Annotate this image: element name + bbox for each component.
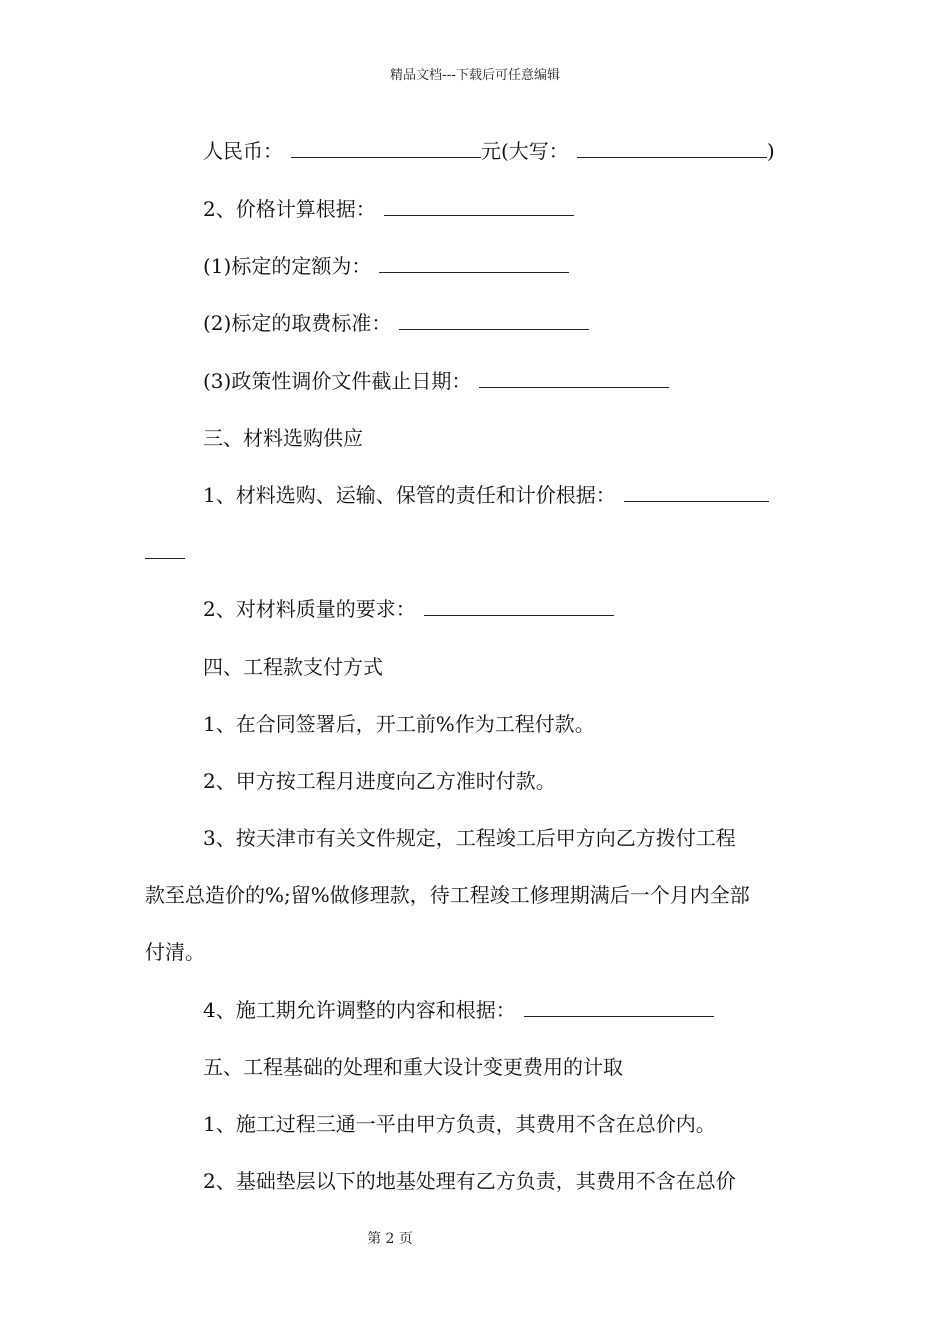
rmb-line (203, 137, 775, 165)
quota-label: (1)标定的定额为： (203, 254, 372, 278)
fee-standard-label: (2)标定的取费标准： (203, 311, 392, 335)
policy-date-blank (479, 367, 669, 388)
quota-blank (379, 252, 569, 273)
payment-item-4-line (203, 996, 714, 1024)
fee-standard-line (203, 309, 589, 337)
payment-item-3-line2: 款至总造价的%;留%做修理款，待工程竣工修理期满后一个月内全部 (145, 883, 750, 907)
payment-item-3-line3: 付清。 (145, 940, 205, 964)
foundation-item-2: 2、基础垫层以下的地基处理有乙方负责，其费用不含在总价 (203, 1169, 736, 1193)
rmb-prefix: 人民币： (203, 139, 283, 163)
material-resp-blank (624, 481, 769, 502)
page-number: 第 2 页 (367, 1231, 413, 1247)
section5-title: 五、工程基础的处理和重大设计变更费用的计取 (203, 1055, 623, 1079)
material-resp-line (203, 481, 769, 509)
material-quality-line (203, 595, 614, 623)
material-resp-continuation (145, 538, 185, 566)
payment-item-2: 2、甲方按工程月进度向乙方准时付款。 (203, 769, 556, 793)
material-resp-label: 1、材料选购、运输、保管的责任和计价根据： (203, 483, 616, 507)
rmb-mid: 元(大写： (481, 139, 569, 163)
material-quality-blank (424, 595, 614, 616)
foundation-item-1: 1、施工过程三通一平由甲方负责，其费用不含在总价内。 (203, 1112, 716, 1136)
policy-date-label: (3)政策性调价文件截止日期： (203, 369, 472, 393)
material-quality-label: 2、对材料质量的要求： (203, 597, 416, 621)
price-basis-line (203, 195, 574, 223)
payment-item-4-blank (524, 996, 714, 1017)
policy-date-line (203, 367, 669, 395)
section4-title: 四、工程款支付方式 (203, 655, 383, 679)
material-resp-blank-cont (145, 538, 185, 559)
page-header: 精品文档---下载后可任意编辑 (389, 68, 561, 83)
rmb-end: ) (766, 139, 775, 163)
section3-title: 三、材料选购供应 (203, 426, 363, 450)
payment-item-3-line1: 3、按天津市有关文件规定，工程竣工后甲方向乙方拨付工程 (203, 826, 736, 850)
price-basis-blank (384, 195, 574, 216)
price-basis-label: 2、价格计算根据： (203, 197, 376, 221)
quota-line (203, 252, 569, 280)
rmb-amount-blank (291, 137, 481, 158)
fee-standard-blank (399, 309, 589, 330)
rmb-words-blank (577, 137, 767, 158)
payment-item-1: 1、在合同签署后，开工前%作为工程付款。 (203, 712, 595, 736)
payment-item-4-label: 4、施工期允许调整的内容和根据： (203, 998, 516, 1022)
